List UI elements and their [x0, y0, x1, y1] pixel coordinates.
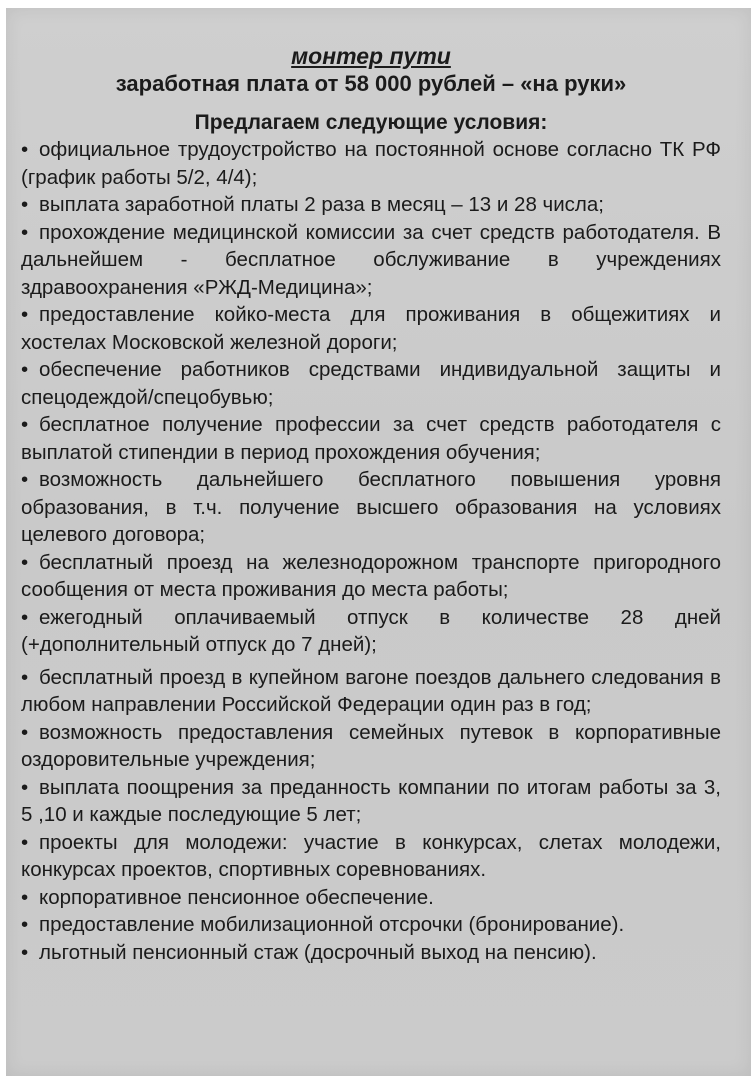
bullet-icon: •	[21, 220, 29, 244]
condition-text: возможность предоставления семейных путевок в корпоративные оздоровительные учреждения;	[21, 720, 721, 771]
bullet-icon: •	[21, 358, 29, 381]
bullet-icon: •	[21, 193, 29, 216]
bullet-icon: •	[21, 775, 29, 799]
job-title: монтер пути	[291, 43, 451, 69]
bullet-icon: •	[21, 605, 29, 629]
condition-item	[21, 774, 721, 829]
condition-text: официальное трудоустройство на постоянной основе согласно ТК РФ (график работы 5/2, 4/4);	[21, 138, 721, 189]
condition-item	[21, 884, 721, 912]
condition-text: корпоративное пенсионное обеспечение.	[39, 885, 434, 909]
bullet-icon: •	[21, 665, 29, 689]
condition-text: обеспечение работников средствами индивидуальной защиты и спецодеждой/спецобувью;	[21, 358, 721, 409]
condition-text: ежегодный оплачиваемый отпуск в количестве 28 дней (+дополнительный отпуск до 7 дней);	[21, 605, 721, 656]
condition-item	[21, 466, 721, 549]
bullet-icon: •	[21, 468, 29, 491]
condition-text: бесплатный проезд в купейном вагоне поездов дальнего следования в любом направлении Российской Федерации один раз в год;	[21, 665, 721, 716]
bullet-icon: •	[21, 830, 29, 854]
condition-text: возможность дальнейшего бесплатного повышения уровня образования, в т.ч. получение высшего образования на условиях целевого договора;	[21, 468, 721, 546]
condition-item	[21, 411, 721, 466]
condition-item	[21, 191, 721, 219]
condition-text: бесплатный проезд на железнодорожном транспорте пригородного сообщения от места проживания до места работы;	[21, 550, 721, 601]
conditions-list	[21, 136, 721, 966]
document-content	[21, 42, 721, 966]
condition-item	[21, 829, 721, 884]
condition-item	[21, 136, 721, 191]
bullet-icon: •	[21, 720, 29, 744]
condition-text: льготный пенсионный стаж (досрочный выход на пенсию).	[39, 940, 597, 964]
condition-item	[21, 719, 721, 774]
bullet-icon: •	[21, 303, 29, 326]
condition-text: проекты для молодежи: участие в конкурсах, слетах молодежи, конкурсах проектов, спортивных соревнованиях.	[21, 830, 721, 881]
condition-text: прохождение медицинской комиссии за счет средств работодателя. В дальнейшем - бесплатное обслуживание в учреждениях здравоохранения «РЖД-Медицина»;	[21, 220, 721, 299]
bullet-icon: •	[21, 885, 29, 909]
condition-item	[21, 301, 721, 356]
conditions-heading: Предлагаем следующие условия:	[194, 111, 548, 134]
condition-text: выплата заработной платы 2 раза в месяц – 13 и 28 числа;	[39, 193, 604, 216]
condition-item	[21, 664, 721, 719]
condition-item	[21, 911, 721, 939]
condition-item	[21, 356, 721, 411]
condition-item	[21, 939, 721, 967]
document-sheet	[6, 8, 751, 1076]
condition-item	[21, 604, 721, 659]
condition-text: предоставление мобилизационной отсрочки (бронирование).	[39, 913, 625, 936]
condition-item	[21, 219, 721, 302]
bullet-icon: •	[21, 138, 29, 161]
condition-item	[21, 549, 721, 604]
bullet-icon: •	[21, 550, 29, 574]
condition-text: предоставление койко-места для проживания в общежитиях и хостелах Московской железной дороги;	[21, 303, 721, 354]
condition-text: бесплатное получение профессии за счет средств работодателя с выплатой стипендии в период прохождения обучения;	[21, 413, 721, 464]
bullet-icon: •	[21, 913, 29, 936]
bullet-icon: •	[21, 413, 29, 436]
salary-line: заработная плата от 58 000 рублей – «на руки»	[115, 71, 627, 96]
condition-text: выплата поощрения за преданность компании по итогам работы за 3, 5 ,10 и каждые последующие 5 лет;	[21, 775, 721, 826]
bullet-icon: •	[21, 940, 29, 964]
